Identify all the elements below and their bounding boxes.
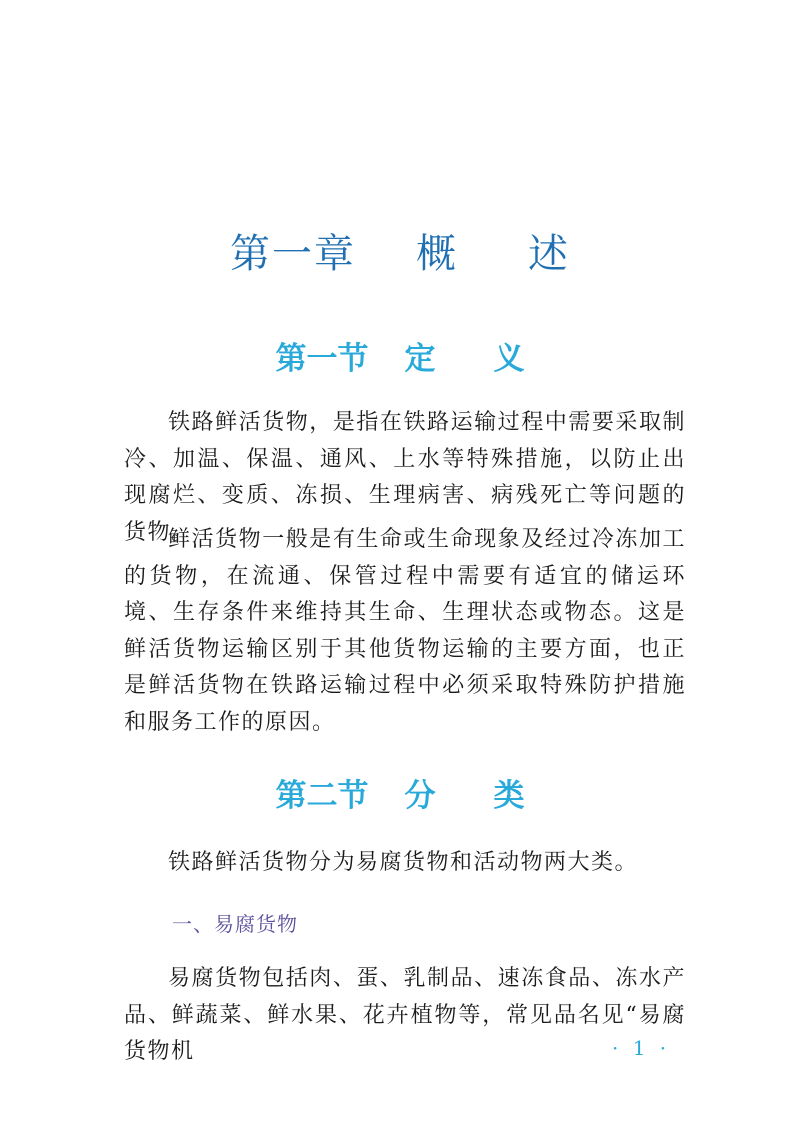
subsection-heading: 一、易腐货物	[172, 912, 298, 936]
section-title-definition	[0, 333, 800, 378]
section-title-part1: 定	[404, 341, 436, 377]
paragraph: 铁路鲜活货物分为易腐货物和活动物两大类。	[168, 850, 639, 875]
paragraph: 鲜活货物一般是有生命或生命现象及经过冷冻加工的货物，在流通、保管过程中需要有适宜的储运环境、生存条件来维持其生命、生理状态或物态。这是鲜活货物运输区别于其他货物运输的主要方面，也正是鲜活货物在铁路运输过程中必须采取特殊防护措施和服务工作的原因。	[124, 527, 686, 735]
chapter-number: 第一章	[230, 231, 356, 277]
section-title-part2: 类	[493, 778, 525, 814]
chapter-title-part2: 述	[528, 231, 570, 277]
section-title-part2: 义	[493, 341, 525, 377]
section-title-part1: 分	[404, 778, 436, 814]
section-title-classification	[0, 770, 800, 815]
paragraph: 铁路鲜活货物，是指在铁路运输过程中需要采取制冷、加温、保温、通风、上水等特殊措施，以防止出现腐烂、变质、冻损、生理病害、病残死亡等问题的货物。	[124, 410, 686, 545]
section-number: 第一节	[275, 341, 369, 377]
section-number: 第二节	[275, 778, 369, 814]
chapter-title	[0, 222, 800, 279]
paragraph: 易腐货物包括肉、蛋、乳制品、速冻食品、冻水产品、鲜蔬菜、鲜水果、花卉植物等，常见品名见“易腐货物机	[124, 966, 686, 1064]
chapter-title-part1: 概	[416, 231, 458, 277]
page-number: · 1 ·	[612, 1036, 671, 1060]
